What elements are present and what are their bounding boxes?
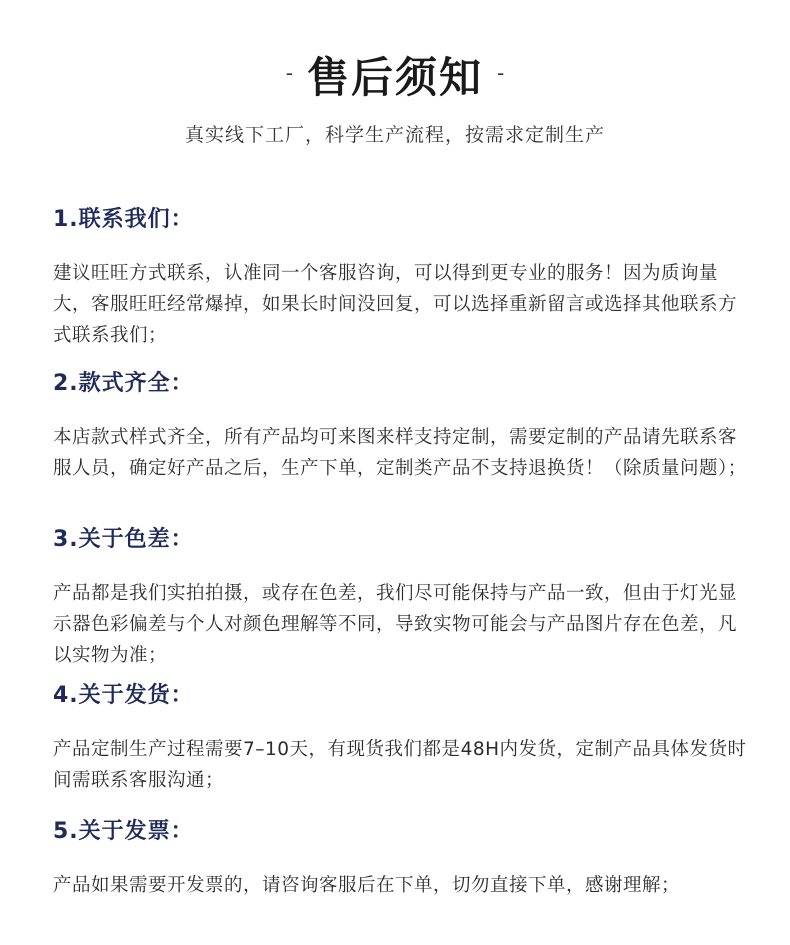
header: [0, 50, 790, 147]
section-body: 建议旺旺方式联系，认准同一个客服咨询，可以得到更专业的服务！因为质询量大，客服旺旺经常爆掉，如果长时间没回复，可以选择重新留言或选择其他联系方式联系我们；: [53, 263, 738, 346]
page-subtitle: 真实线下工厂，科学生产流程，按需求定制生产: [184, 124, 605, 146]
page-title: 售后须知: [306, 53, 483, 102]
section-invoice: [53, 814, 680, 901]
section-color-difference: [53, 522, 753, 671]
section-heading: 3.关于色差：: [53, 527, 194, 552]
section-body: 产品如果需要开发票的，请咨询客服后在下单，切勿直接下单，感谢理解；: [53, 875, 681, 896]
section-contact: [53, 202, 753, 351]
section-shipping: [53, 678, 753, 796]
section-styles: [53, 366, 753, 484]
title-row: [0, 50, 790, 106]
section-heading: 5.关于发票：: [53, 819, 194, 844]
section-heading: 1.联系我们：: [53, 207, 194, 232]
title-dash-left: -: [285, 61, 293, 85]
section-body: 本店款式样式齐全，所有产品均可来图来样支持定制，需要定制的产品请先联系客服人员，确定好产品之后，生产下单，定制类产品不支持退换货！（除质量问题）；: [53, 427, 747, 479]
section-body: 产品都是我们实拍拍摄，或存在色差，我们尽可能保持与产品一致，但由于灯光显示器色彩偏差与个人对颜色理解等不同，导致实物可能会与产品图片存在色差，凡以实物为准；: [53, 583, 738, 666]
section-body: 产品定制生产过程需要7–10天，有现货我们都是48H内发货，定制产品具体发货时间需联系客服沟通；: [53, 739, 747, 791]
section-heading: 2.款式齐全：: [53, 371, 194, 396]
title-dash-right: -: [497, 61, 505, 85]
section-heading: 4.关于发货：: [53, 683, 194, 708]
